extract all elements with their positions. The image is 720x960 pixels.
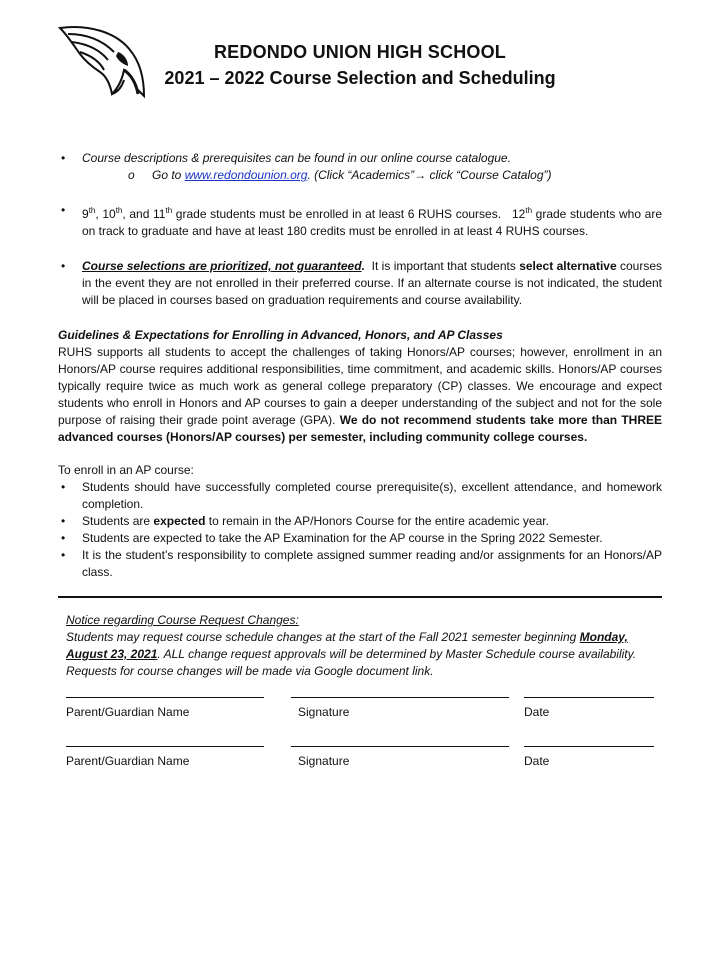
grade-12: 12: [511, 207, 526, 221]
signature-line[interactable]: [291, 746, 509, 747]
list-item: [58, 479, 662, 513]
underclass-requirement: grade students must be enrolled in at least 6 RUHS courses.: [172, 207, 512, 221]
main-content: [58, 150, 662, 581]
name-line[interactable]: [66, 697, 264, 698]
bullet-marker: •: [61, 203, 66, 217]
guidelines-heading: Guidelines & Expectations for Enrolling in Advanced, Honors, and AP Classes: [58, 328, 503, 342]
date-line[interactable]: [524, 697, 654, 698]
ap-item-emphasis: expected: [153, 514, 206, 528]
ap-item-text: Students are expected to take the AP Examination for the AP course in the Spring 2022 Semester.: [82, 531, 603, 545]
bullet-marker: •: [61, 531, 66, 545]
signature-label: Signature: [298, 705, 350, 719]
list-item: [58, 547, 662, 581]
catalogue-subitem: [82, 167, 662, 184]
name-label: Parent/Guardian Name: [66, 705, 190, 719]
page-title: 2021 – 2022 Course Selection and Scheduling: [164, 68, 556, 88]
signature-row-1: [66, 697, 656, 727]
date-line[interactable]: [524, 746, 654, 747]
school-name: REDONDO UNION HIGH SCHOOL: [213, 42, 506, 62]
notice-section: [66, 612, 656, 680]
sub-bullet-marker: o: [128, 168, 135, 182]
notice-heading: Notice regarding Course Request Changes:: [66, 613, 299, 627]
separator: , and: [122, 207, 154, 221]
bullet-marker: •: [61, 151, 66, 165]
grade-10: 10: [102, 207, 116, 221]
ordinal-suffix: th: [525, 206, 533, 215]
section-divider: [58, 596, 662, 598]
bullet-marker: •: [61, 548, 66, 562]
ap-intro: To enroll in an AP course:: [58, 463, 194, 477]
ap-item-text: It is the student’s responsibility to complete assigned summer reading and/or assignments for an Honors/AP class.: [82, 548, 662, 579]
list-item: [58, 530, 662, 547]
ordinal-suffix: th: [115, 206, 123, 215]
header: [150, 40, 570, 91]
list-item: [58, 513, 662, 530]
guidelines-body: [58, 344, 662, 446]
signature-row-2: [66, 746, 656, 776]
date-label: Date: [524, 754, 550, 768]
ap-item-text: Students should have successfully completed course prerequisite(s), excellent attendance, and homework completion.: [82, 480, 662, 511]
bullet-marker: •: [61, 514, 66, 528]
ap-item-text: to remain in the AP/Honors Course for the entire academic year.: [205, 514, 549, 528]
website-link[interactable]: www.redondounion.org: [184, 168, 308, 182]
seahawk-logo: [58, 22, 150, 104]
date-label: Date: [524, 705, 550, 719]
ordinal-suffix: th: [88, 206, 96, 215]
goto-suffix: . (Click “Academics”→ click “Course Catalog”): [307, 168, 552, 182]
signature-line[interactable]: [291, 697, 509, 698]
grade-11: 11: [153, 207, 166, 221]
separator: ,: [95, 207, 103, 221]
bullet-enrollment-requirement: [58, 202, 662, 240]
name-label: Parent/Guardian Name: [66, 754, 190, 768]
guidelines-recommendation: We do not recommend students take more than THREE advanced courses (Honors/AP courses) per semester, including community college courses.: [58, 413, 662, 444]
bullet-marker: •: [61, 480, 66, 494]
name-line[interactable]: [66, 746, 264, 747]
priority-mid: It is important that students: [364, 259, 520, 273]
catalogue-text: Course descriptions & prerequisites can be found in our online course catalogue.: [82, 151, 511, 165]
ordinal-suffix: th: [165, 206, 173, 215]
priority-bold: select alternative: [519, 259, 617, 273]
guidelines-text: RUHS supports all students to accept the challenges of taking Honors/AP courses; however, enrollment in an Honors/AP course requires additional responsibilities, time commitment, and academic skills. Honors/AP courses typically require twice as much work as general college preparatory (CP) classes. We encourage and expect students who enroll in Honors and AP courses to gain a deeper understanding of the subject and not for the sole purpose of raising their grade point average (GPA).: [58, 345, 662, 427]
bullet-marker: •: [61, 259, 66, 273]
priority-rest: courses in the event they are not enrolled in their preferred course. If an alternate course is not indicated, the student will be placed in courses based on graduation requirements and course availability.: [82, 259, 663, 307]
bullet-catalogue: [58, 150, 662, 184]
notice-text: Students may request course schedule changes at the start of the Fall 2021 semester beginning: [66, 630, 580, 644]
notice-text: . ALL change request approvals will be determined by Master Schedule course availability. Requests for course changes will be made via Google document link.: [66, 647, 637, 678]
notice-body: [66, 629, 656, 680]
goto-prefix: Go to: [152, 168, 185, 182]
ap-item-text: Students are: [82, 514, 154, 528]
ap-requirements-list: [58, 479, 662, 581]
grade-9: 9: [82, 207, 89, 221]
priority-lead: Course selections are prioritized, not guaranteed: [82, 259, 362, 273]
bullet-priority: [58, 258, 662, 309]
senior-requirement: grade students who are on track to graduate and have at least 180 credits must be enrolled in at least 4 RUHS courses.: [82, 207, 662, 238]
notice-date: Monday, August 23, 2021: [66, 630, 628, 661]
signature-label: Signature: [298, 754, 350, 768]
priority-period: .: [361, 259, 365, 273]
